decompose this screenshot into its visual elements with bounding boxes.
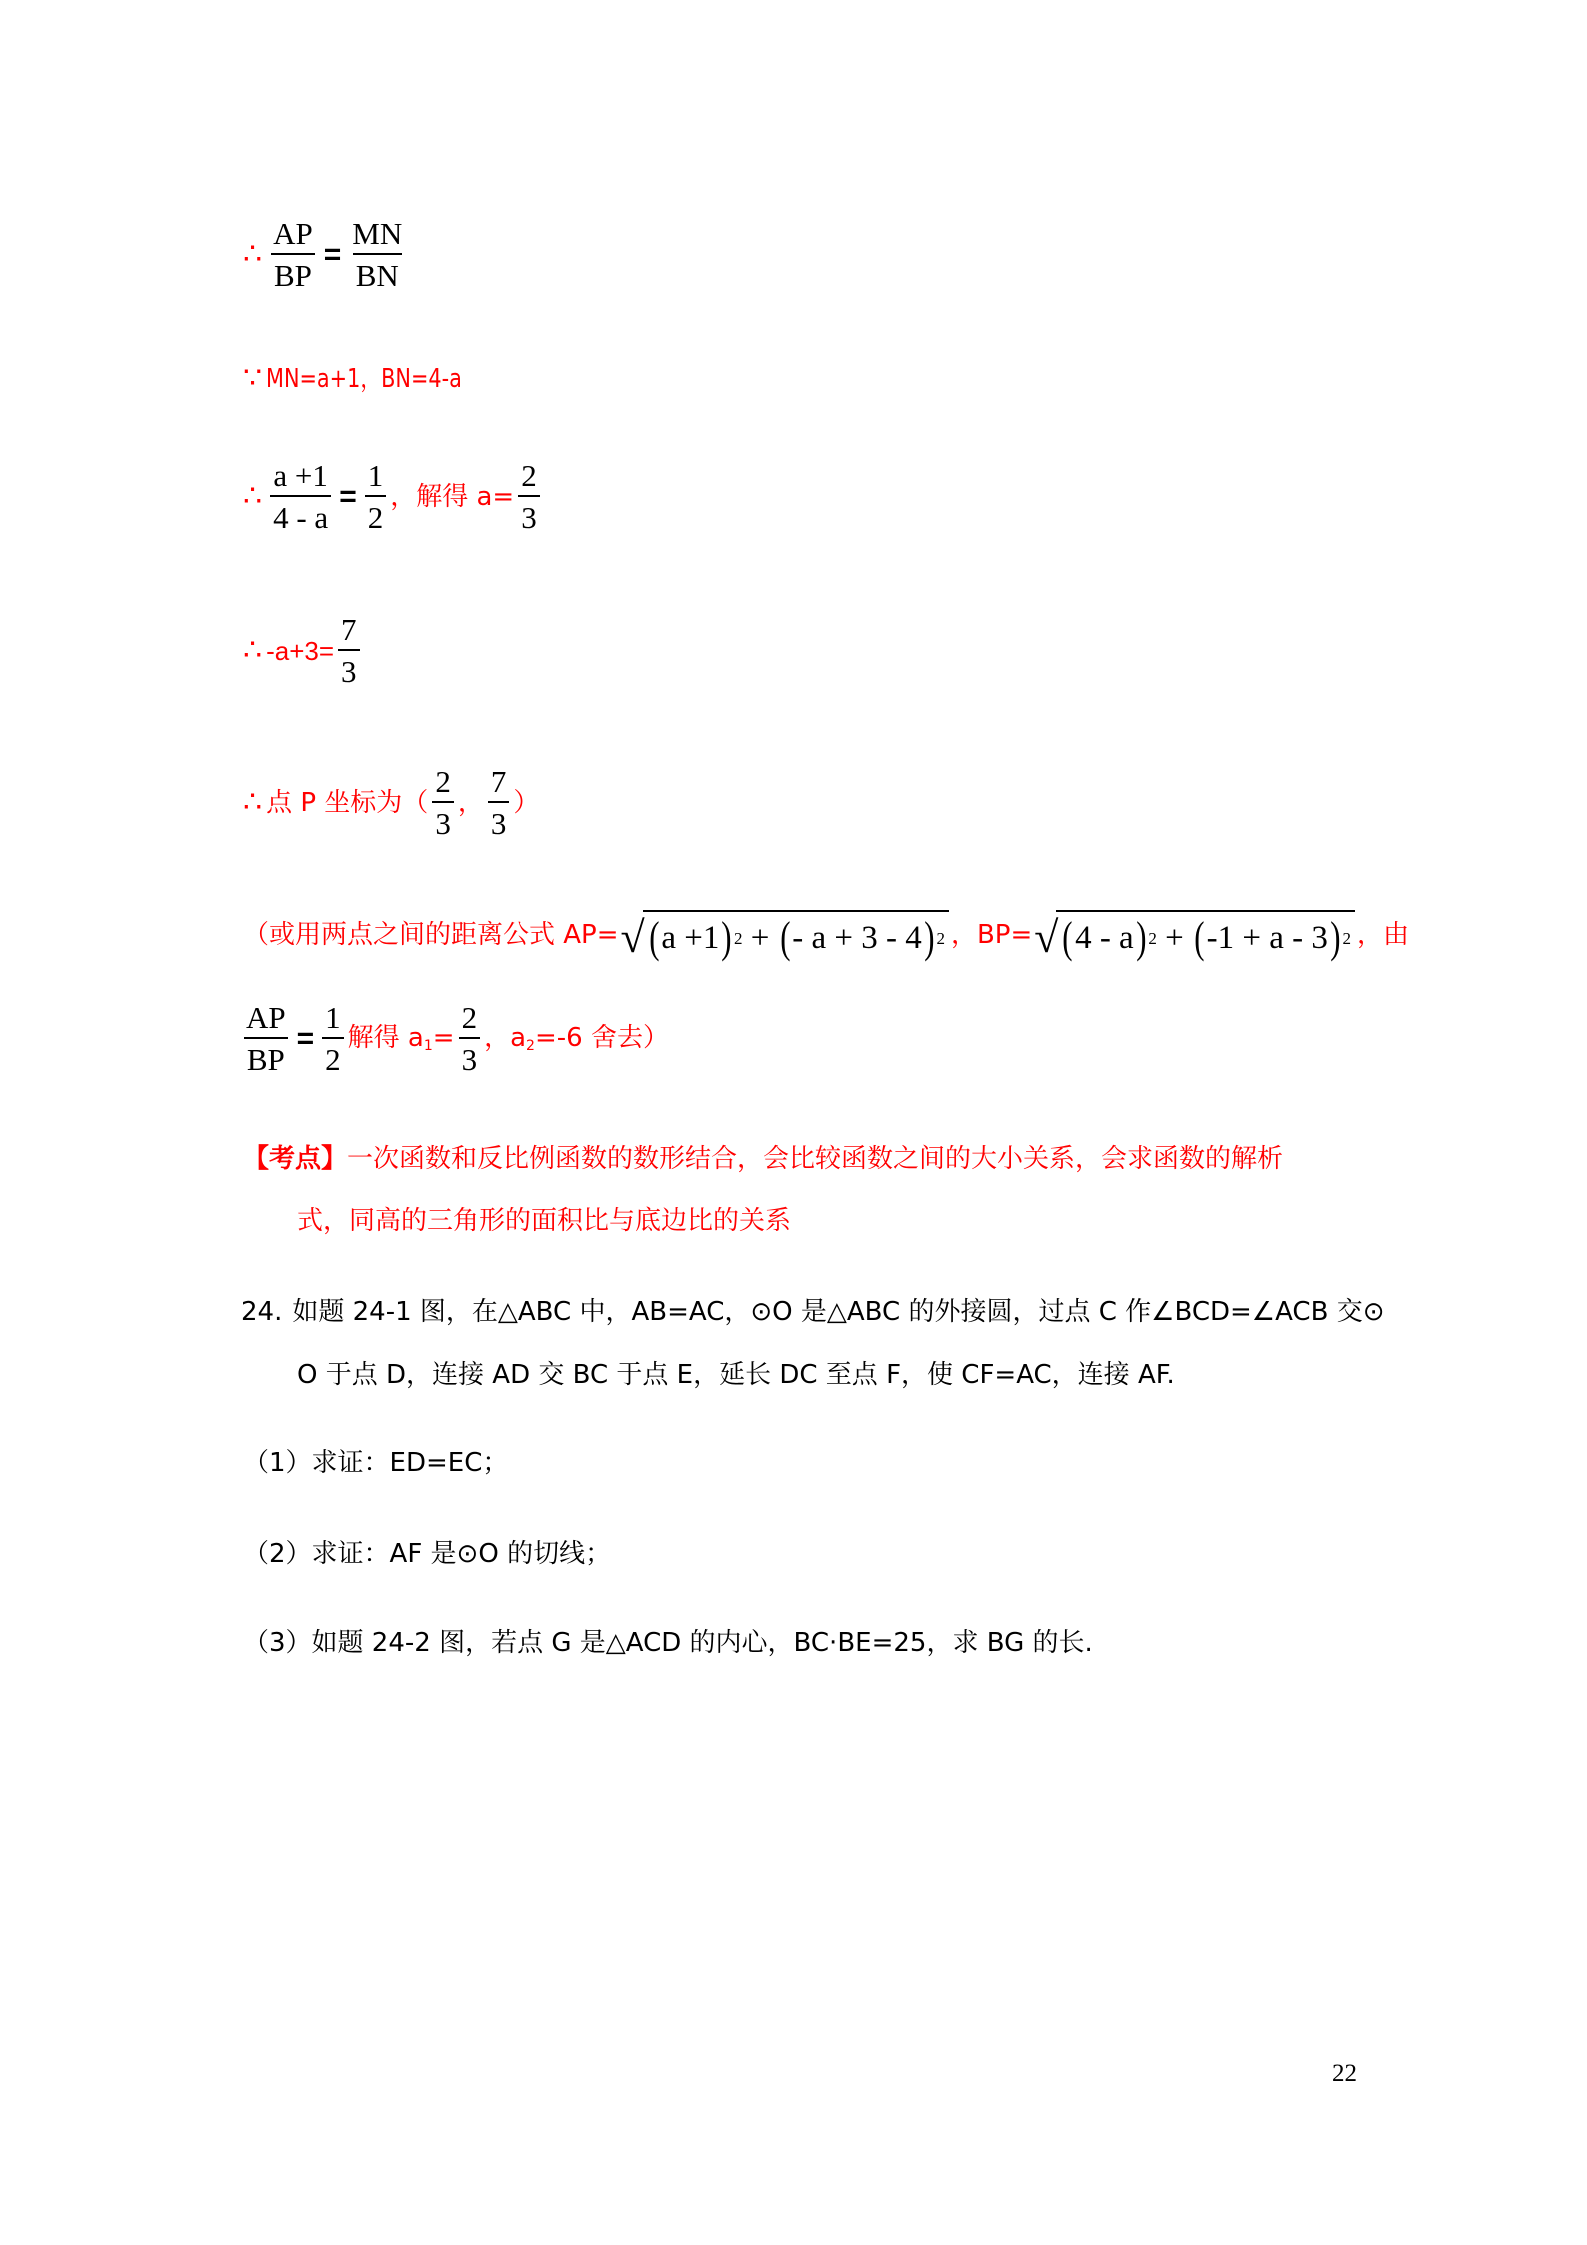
question-part-3 <box>243 1630 1093 1656</box>
fraction-ap-bp: $\frac{AP}{BP}$ <box>270 218 316 291</box>
equals-sign: = <box>339 479 357 513</box>
fraction-y-coordinate: $\frac{7}{3}$ <box>488 766 510 839</box>
given-text: MN=a+1，BN=4-a <box>266 364 462 394</box>
therefore-symbol: ∴ <box>243 479 261 513</box>
kaodian-line-1 <box>243 1146 1283 1172</box>
question-number: 24. <box>241 1297 283 1327</box>
solution-line-ratio <box>243 218 409 291</box>
part-label: （3） <box>243 1628 312 1658</box>
therefore-symbol: ∴ <box>243 633 261 667</box>
expression-text: -a+3= <box>266 635 335 666</box>
therefore-symbol: ∴ <box>243 237 261 271</box>
fraction-a-plus-1-over-4-minus-a: $\frac{a +1}{4 - a}$ <box>270 460 331 533</box>
fraction-ap-bp: $\frac{AP}{BP}$ <box>243 1002 289 1075</box>
kaodian-line-2 <box>297 1208 791 1234</box>
solve-text: ，解得 a= <box>390 481 515 512</box>
page-number: 22 <box>1332 2060 1357 2087</box>
kaodian-text: 一次函数和反比例函数的数形结合，会比较函数之间的大小关系，会求函数的解析 <box>347 1144 1284 1174</box>
part-label: （2） <box>243 1539 312 1569</box>
question-part-2 <box>243 1541 611 1567</box>
question-stem: 如题 24-1 图，在△ABC 中，AB=AC，⊙O 是△ABC 的外接圆，过点 C 作∠BCD=∠ACB 交⊙ <box>292 1297 1385 1327</box>
close-paren: ） <box>513 787 540 818</box>
solution-line-distance-formula <box>243 910 1409 960</box>
point-p-label: 点 P 坐标为（ <box>266 787 429 818</box>
part-text: 如题 24-2 图，若点 G 是△ACD 的内心，BC·BE=25，求 BG 的长. <box>311 1628 1093 1658</box>
part-text: 求证：AF 是⊙O 的切线； <box>311 1539 612 1569</box>
comma: ， <box>457 787 484 818</box>
question-part-1 <box>243 1450 508 1476</box>
solution-line-point-p <box>243 766 539 839</box>
equals-sign: = <box>296 1021 315 1055</box>
equals-sign: = <box>323 237 342 271</box>
sqrt-bp: √ ( 4 - a ) 2 + ( -1 + a - 3 ) 2 <box>1034 910 1355 960</box>
therefore-symbol: ∴ <box>243 785 261 819</box>
bp-label: ，BP= <box>950 920 1033 950</box>
solution-line-equation <box>243 460 544 533</box>
fraction-one-half: $\frac{1}{2}$ <box>322 1002 344 1075</box>
question-24-stem-line-2 <box>297 1362 1175 1388</box>
fraction-mn-bn: $\frac{MN}{BN}$ <box>352 216 403 293</box>
kaodian-text-continued: 式，同高的三角形的面积比与底边比的关系 <box>297 1206 792 1236</box>
solution-line-y-value <box>243 614 364 687</box>
because-symbol: ∵ <box>243 362 261 395</box>
radical-sign-icon: √ <box>620 913 645 962</box>
part-text: 求证：ED=EC； <box>311 1448 509 1478</box>
part-label: （1） <box>243 1448 312 1478</box>
fraction-one-half: $\frac{1}{2}$ <box>365 460 387 533</box>
question-24-stem-line-1 <box>241 1299 1384 1325</box>
distance-formula-prefix: （或用两点之间的距离公式 AP= <box>243 920 619 950</box>
kaodian-label: 【考点】 <box>243 1144 348 1174</box>
question-stem-continued: O 于点 D，连接 AD 交 BC 于点 E，延长 DC 至点 F，使 CF=AC，连接 AF. <box>297 1360 1175 1390</box>
fraction-two-thirds: $\frac{2}{3}$ <box>459 1002 481 1075</box>
fraction-two-thirds: $\frac{2}{3}$ <box>518 460 540 533</box>
radical-sign-icon: √ <box>1034 913 1059 962</box>
distance-formula-suffix: ，由 <box>1357 920 1410 950</box>
fraction-x-coordinate: $\frac{2}{3}$ <box>432 766 454 839</box>
second-root-text: ，$a_2=-6$ 舍去） <box>484 1022 669 1054</box>
sqrt-ap: √ ( a +1 ) 2 + ( - a + 3 - 4 ) 2 <box>621 910 949 960</box>
fraction-seven-thirds: $\frac{7}{3}$ <box>338 614 360 687</box>
solve-text: 解得 $a_1=$ <box>347 1022 455 1054</box>
solution-line-alt-solve <box>243 1002 669 1075</box>
solution-line-given <box>243 364 511 394</box>
